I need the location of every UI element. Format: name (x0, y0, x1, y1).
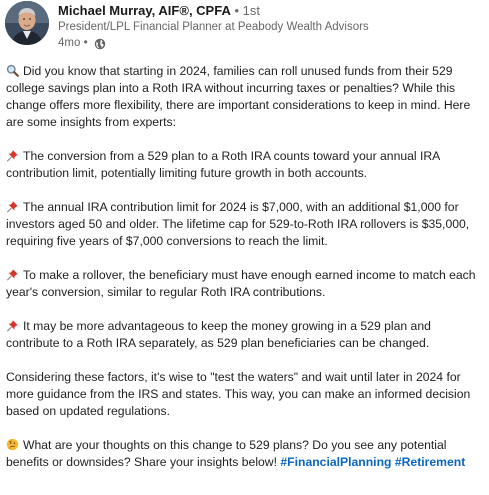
post-question: What are your thoughts on this change to 529 plans? Do you see any potential benefits or downsides? Share your insights below! #FinancialPlanning #Retirement (6, 438, 466, 469)
post-body (6, 63, 484, 471)
post-point-2: The annual IRA contribution limit for 2024 is $7,000, with an additional $1,000 for investors aged 50 and older. The lifetime cap for 529-to-Roth IRA rollovers is $35,000, requiring five years of $7,000 conversions to reach the limit. (6, 200, 470, 248)
author-meta (58, 3, 478, 51)
author-headline: President/LPL Financial Planner at Peabody Wealth Advisors (58, 21, 369, 33)
author-name[interactable]: Michael Murray, AIF®, CPFA (58, 3, 231, 18)
pushpin-icon (6, 319, 19, 332)
pushpin-icon (6, 149, 19, 162)
hashtag-link-financialplanning[interactable]: #FinancialPlanning (280, 455, 392, 469)
avatar-photo (5, 1, 49, 45)
avatar[interactable] (5, 1, 49, 45)
pushpin-icon (6, 200, 19, 213)
magnifying-glass-icon (6, 64, 19, 77)
post-time-row (58, 36, 478, 51)
globe-icon (94, 38, 106, 50)
thinking-face-icon (6, 438, 19, 451)
post-timestamp: 4mo • (58, 37, 88, 49)
post-header (5, 1, 485, 49)
connection-degree: • 1st (234, 3, 260, 18)
post-intro: Did you know that starting in 2024, families can roll unused funds from their 529 college savings plan into a Roth IRA without incurring taxes or penalties? While this change offers more flexibility, there are important considerations to keep in mind. Here are some insights from experts: (6, 64, 471, 129)
post-conclusion: Considering these factors, it's wise to "test the waters" and wait until later in 2024 for more guidance from the IRS and states. This way, you can make an informed decision based on updated regulations. (6, 370, 471, 418)
post-point-4: It may be more advantageous to keep the money growing in a 529 plan and contribute to a Roth IRA separately, as 529 plan beneficiaries can be changed. (6, 319, 431, 350)
pushpin-icon (6, 268, 19, 281)
post-point-1: The conversion from a 529 plan to a Roth IRA counts toward your annual IRA contribution limit, potentially limiting future growth in both accounts. (6, 149, 440, 180)
post-point-3: To make a rollover, the beneficiary must have enough earned income to match each year's conversion, similar to regular Roth IRA contributions. (6, 268, 476, 299)
author-name-row (58, 3, 478, 19)
hashtag-link-retirement[interactable]: #Retirement (394, 455, 466, 469)
